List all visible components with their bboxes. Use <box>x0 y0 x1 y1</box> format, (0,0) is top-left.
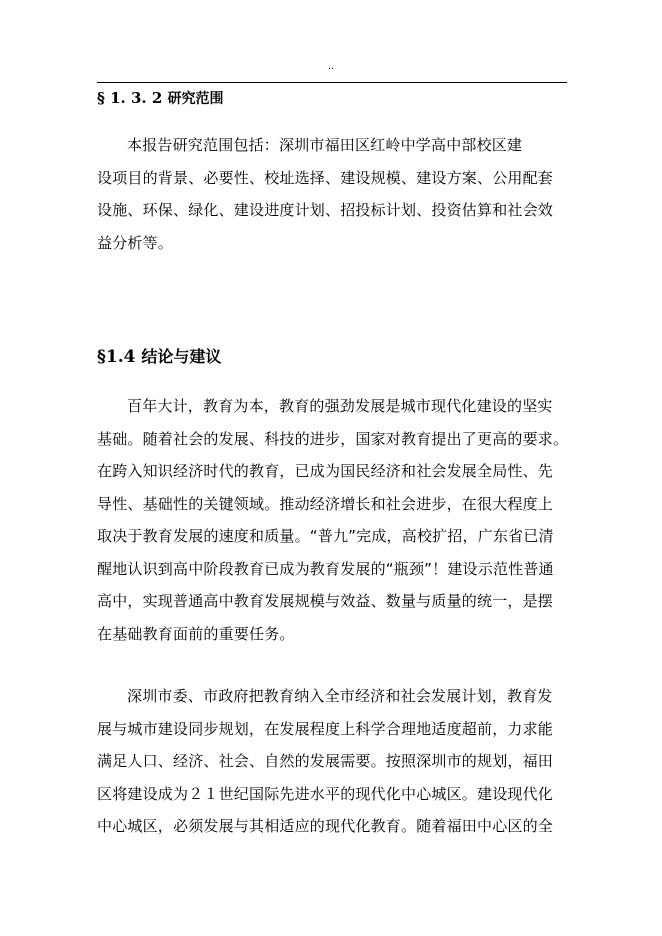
section-number: §1.4 <box>97 347 142 367</box>
header-rule <box>97 82 567 83</box>
paragraph-line: 醒地认识到高中阶段教育已成为教育发展的“瓶颈”！建设示范性普通 <box>97 559 554 578</box>
section-title: 结论与建议 <box>141 347 222 366</box>
paragraph-line: 高中，实现普通高中教育发展规模与效益、数量与质量的统一，是摆 <box>97 592 554 610</box>
paragraph-conclusion-2 <box>97 680 577 843</box>
section-heading-1-3-2 <box>97 88 224 109</box>
paragraph-line: 设项目的背景、必要性、校址选择、建设规模、建设方案、公用配套 <box>97 168 554 187</box>
paragraph-line: 区将建设成为２１世纪国际先进水平的现代化中心城区。建设现代化 <box>97 784 554 803</box>
paragraph-line: 百年大计，教育为本，教育的强劲发展是城市现代化建设的坚实 <box>127 397 553 415</box>
paragraph-line: 取决于教育发展的速度和质量。“普九”完成，高校扩招，广东省已清 <box>97 527 554 545</box>
paragraph-conclusion-1 <box>97 390 577 650</box>
paragraph-line: 中心城区，必须发展与其相适应的现代化教育。随着福田中心区的全 <box>97 817 554 835</box>
section-title: 研究范围 <box>167 91 224 107</box>
paragraph-line: 满足人口、经济、社会、自然的发展需要。按照深圳市的规划，福田 <box>97 752 554 770</box>
paragraph-line: 深圳市委、市政府把教育纳入全市经济和社会发展计划，教育发 <box>127 687 553 705</box>
paragraph-line: 设施、环保、绿化、建设进度计划、招投标计划、投资估算和社会效 <box>97 201 554 219</box>
paragraph-line: 展与城市建设同步规划，在发展程度上科学合理地适度超前，力求能 <box>97 719 554 738</box>
section-number: § 1. 3. 2 <box>97 89 168 107</box>
paragraph-line: 本报告研究范围包括：深圳市福田区红岭中学高中部校区建 <box>127 136 523 154</box>
section-heading-1-4 <box>97 345 221 369</box>
paragraph-line: 基础。随着社会的发展、科技的进步，国家对教育提出了更高的要求。 <box>97 429 569 448</box>
paragraph-line: 在跨入知识经济时代的教育，已成为国民经济和社会发展全局性、先 <box>97 462 554 480</box>
header-mark: .. <box>327 61 335 72</box>
paragraph-line: 在基础教育面前的重要任务。 <box>97 624 295 643</box>
paragraph-line: 导性、基础性的关键领域。推动经济增长和社会进步，在很大程度上 <box>97 494 554 513</box>
paragraph-research-scope <box>97 129 577 259</box>
paragraph-line: 益分析等。 <box>97 233 174 252</box>
